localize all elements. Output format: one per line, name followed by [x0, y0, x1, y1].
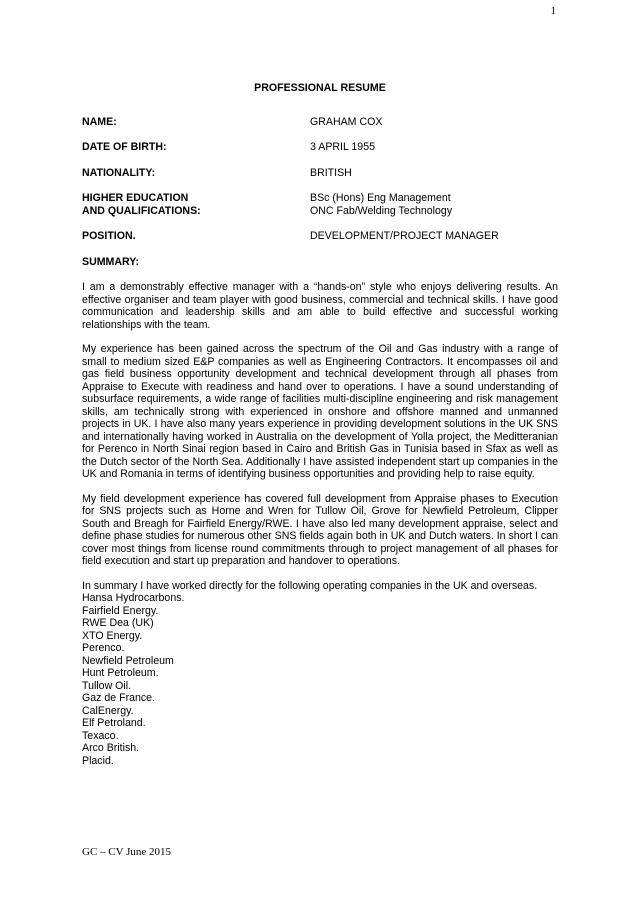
page-title: PROFESSIONAL RESUME — [254, 82, 386, 94]
list-item: Gaz de France. — [82, 692, 156, 704]
summary-paragraph-1: I am a demonstrably effective manager with a “hands-on” style who enjoys delivering results. An effective organiser and team player with good business, commercial and technical skills. I have good communication and leadership skills and am able to build effective and successful working relationships with the team. — [82, 281, 558, 331]
field-row-name — [82, 116, 558, 129]
list-item: Tullow Oil. — [82, 679, 132, 692]
list-item: Hunt Petroleum. — [82, 667, 159, 679]
field-row-position — [82, 230, 558, 243]
field-row-nationality — [82, 167, 558, 180]
summary-heading: SUMMARY: — [82, 255, 140, 268]
summary-paragraph-3: My field development experience has covered full development from Appraise phases to Execution for SNS projects such as Horne and Wren for Tullow Oil, Grove for Newfield Petroleum, Clipper South and Breagh for Fairfield Energy/RWE. I have also led many development appraise, select and define phase studies for numerous other SNS fields again both in UK and Dutch waters. In short I can cover most things from license round commitments through to project management of all phases for field execution and start up preparation and handover to operations. — [82, 492, 558, 567]
field-row-date-of-birth — [82, 141, 558, 154]
field-value-nationality: BRITISH — [310, 166, 352, 179]
companies-list — [82, 592, 558, 767]
list-item: Fairfield Energy. — [82, 604, 159, 617]
field-value-position: DEVELOPMENT/PROJECT MANAGER — [310, 230, 499, 242]
field-label-nationality: NATIONALITY: — [82, 166, 156, 179]
list-item: XTO Energy. — [82, 629, 143, 642]
field-label-position: POSITION. — [82, 230, 136, 242]
list-item: Elf Petroland. — [82, 717, 146, 729]
list-item: Placid. — [82, 754, 114, 767]
field-label-date-of-birth: DATE OF BIRTH: — [82, 141, 167, 153]
field-value-date-of-birth: 3 APRIL 1955 — [310, 141, 375, 153]
list-item: Newfield Petroleum — [82, 654, 174, 667]
list-item: CalEnergy. — [82, 704, 134, 717]
field-value-name: GRAHAM COX — [310, 115, 383, 128]
page-footer: GC – CV June 2015 — [82, 846, 172, 858]
field-value-education: BSc (Hons) Eng Management ONC Fab/Welding Technology — [310, 192, 453, 217]
list-item: Texaco. — [82, 729, 119, 742]
field-label-name: NAME: — [82, 115, 117, 128]
list-item: Hansa Hydrocarbons. — [82, 592, 185, 604]
summary-paragraph-2: My experience has been gained across the spectrum of the Oil and Gas industry with a range of small to medium sized E&P companies as well as Engineering Contractors. It encompasses oil and gas field business opportunity development and technical development through all phases from Appraise to Execute with readiness and hand over to operations. I have a sound understanding of subsurface requirements, a wide range of facilities multi-discipline engineering and risk management skills, am technically strong with experienced in onshore and offshore manned and unmanned projects in UK. I have also many years experience in providing development solutions in the UK SNS and internationally having worked in Australia on the development of Yolla project, the Meditteranian for Perenco in North Sinai region based in Cairo and British Gas in Tunisia based in Sfax as well as the Dutch sector of the North Sea. Additionally I have assisted independent start up companies in the UK and Romania in terms of identifying business opportunities and providing help to raise equity. — [82, 343, 558, 480]
list-item: Arco British. — [82, 742, 140, 754]
resume-content — [82, 82, 558, 767]
field-row-education — [82, 192, 558, 217]
list-item: Perenco. — [82, 642, 125, 654]
list-item: RWE Dea (UK) — [82, 617, 154, 629]
field-label-education: HIGHER EDUCATION AND QUALIFICATIONS: — [82, 192, 201, 217]
page-number: 1 — [550, 5, 556, 17]
companies-intro: In summary I have worked directly for the following operating companies in the UK and overseas. — [82, 579, 538, 592]
